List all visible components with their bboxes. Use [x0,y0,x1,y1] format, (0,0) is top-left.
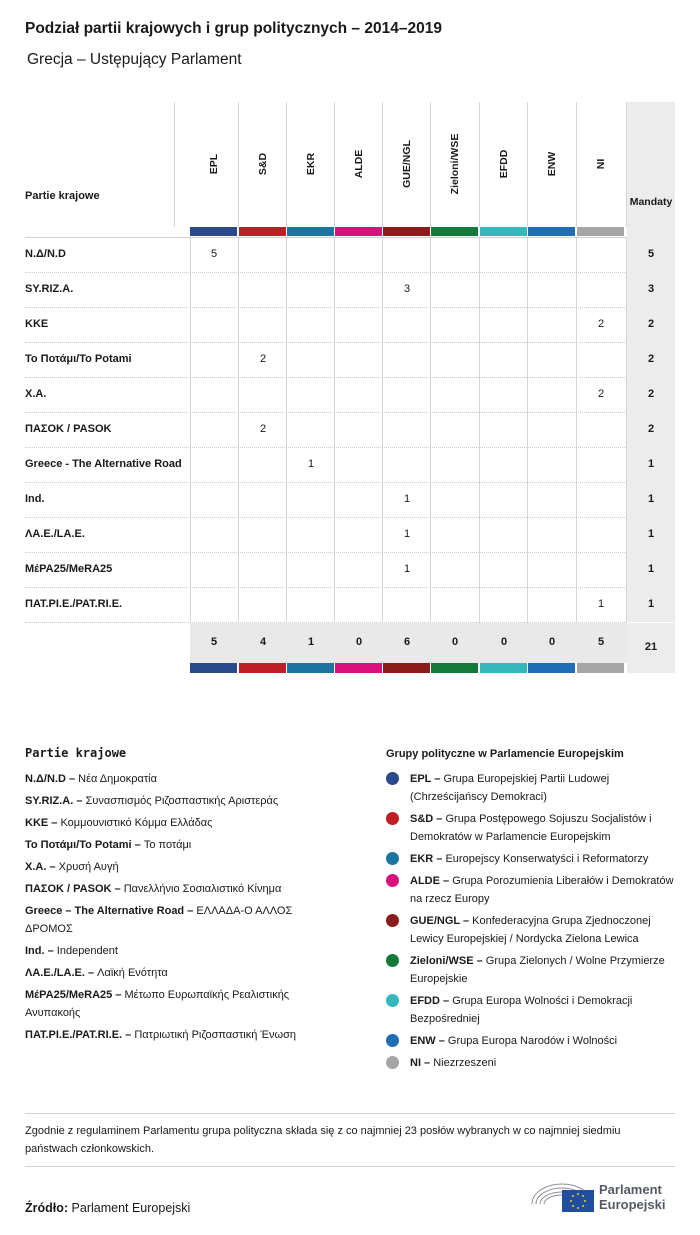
group-header-label: ALDE [353,149,365,179]
mandates-header-label: Mandaty [629,196,673,208]
source-text: Parlament Europejski [71,1201,191,1215]
column-total: 0 [548,636,556,648]
group-header-enw [528,102,576,227]
row-party-label: SY.RIZ.A. [25,283,74,295]
legend-group-abbr: GUE/NGL – [410,915,473,927]
legend-group-name: Grupa Europa Narodów i Wolności [447,1035,618,1047]
legend-party-abbr: ΠΑΣΟΚ / PASOK – [25,883,124,895]
legend-party-name: Νέα Δημοκρατία [78,773,157,785]
legend-party-abbr: ΠΑΤ.ΡΙ.Ε./PAT.RI.E. – [25,1029,135,1041]
legend-party-abbr: To Ποτάμι/To Potami – [25,839,144,851]
grid-line [190,237,191,623]
grid-line [527,237,528,623]
legend-party-abbr: KKE – [25,817,61,829]
legend-parties-title: Partie krajowe [25,746,127,760]
legend-group-abbr: NI – [410,1057,434,1069]
legend-group-item [386,872,686,908]
legend-group-item [386,992,686,1028]
legend-group-name: Europejscy Konserwatyści i Reformatorzy [445,853,649,865]
row-total: 1 [627,517,675,552]
group-color-bar [287,227,334,236]
row-separator [25,307,627,308]
logo-line1: Parlament [599,1182,662,1197]
legend-parties [25,770,335,1048]
group-color-bar [335,227,382,236]
mandates-column-header [627,102,675,237]
row-total: 2 [627,342,675,377]
column-total: 6 [403,636,411,648]
legend-party-name: Το ποτάμι [143,839,192,851]
row-party-label: KKE [25,318,49,330]
legend-group-name: Niezrzeszeni [433,1057,497,1069]
group-header-label: ENW [546,151,558,177]
group-header-efdd [480,102,528,227]
legend-party-name: Πανελλήνιο Σοσιαλιστικό Κίνημα [123,883,282,895]
table-cell: 1 [597,598,605,610]
legend-group-abbr: ALDE – [410,875,453,887]
group-header-ni [577,102,625,227]
row-separator [25,517,627,518]
group-color-bar [431,227,478,236]
row-separator [25,342,627,343]
row-total: 5 [627,237,675,272]
legend-group-name: Grupa Europa Wolności i Demokracji Bezpośredniej [410,995,633,1025]
row-separator [25,482,627,483]
legend-party-abbr: Ind. – [25,945,57,957]
group-header-label: EPL [208,153,220,175]
group-color-bar [431,663,478,673]
legend-party-name: Συνασπισμός Ριζοσπαστικής Αριστεράς [85,795,279,807]
table-cell: 3 [403,283,411,295]
group-color-bar [287,663,334,673]
legend-party-abbr: ΜέΡΑ25/MeRA25 – [25,989,125,1001]
group-header-s-d [239,102,287,227]
source-line [25,1201,190,1215]
legend-party-name: Μέτωπο Ευρωπαϊκής Ρεαλιστικής Ανυπακοής [25,989,290,1019]
table-cell: 1 [403,563,411,575]
legend-party-item [25,792,335,810]
group-header-label: EKR [305,152,317,176]
group-header-label: EFDD [498,149,510,179]
row-separator [25,412,627,413]
group-color-bar [480,227,527,236]
group-color-dot-icon [386,874,399,887]
group-color-bar [383,227,430,236]
row-party-label: Greece - The Alternative Road [25,458,182,470]
legend-party-abbr: N.Δ/N.D – [25,773,79,785]
row-total: 2 [627,307,675,342]
legend-party-item [25,964,335,982]
group-color-bar [239,663,286,673]
legend-party-abbr: SY.RIZ.A. – [25,795,86,807]
group-color-dot-icon [386,994,399,1007]
group-color-dot-icon [386,812,399,825]
table-cell: 2 [259,423,267,435]
legend-group-abbr: EPL – [410,773,444,785]
row-party-label: ΛΑ.Ε./LA.E. [25,528,85,540]
parties-column-header: Partie krajowe [25,190,100,202]
group-color-bar [528,227,575,236]
row-party-label: ΜέΡΑ25/MeRA25 [25,563,113,575]
group-header-label: S&D [257,152,269,176]
row-separator [25,447,627,448]
legend-party-item [25,770,335,788]
table-cell: 1 [403,528,411,540]
group-color-bar [190,663,237,673]
group-header-zieloni-wse [431,102,479,227]
grid-line [174,102,175,227]
legend-party-abbr: ΛΑ.Ε./LA.E. – [25,967,98,979]
footnote: Zgodnie z regulaminem Parlamentu grupa polityczna składa się z co najmniej 23 posłów wybranych w co najmniej siedmiu państwach członkowskich. [25,1125,621,1155]
group-header-alde [335,102,383,227]
column-total: 0 [451,636,459,648]
legend-group-item [386,770,686,806]
divider [25,1166,675,1167]
page-title: Podział partii krajowych i grup politycznych – 2014–2019 [25,20,442,37]
source-label: Źródło: [25,1201,69,1215]
legend-party-name: Χρυσή Αυγή [58,861,119,873]
group-header-label: Zieloni/WSE [449,133,461,195]
group-color-bar [528,663,575,673]
legend-group-item [386,810,686,846]
legend-party-name: Πατριωτική Ριζοσπαστική Ένωση [134,1029,297,1041]
group-color-bar [577,227,624,236]
legend-group-name: Grupa Postępowego Sojuszu Socjalistów i Demokratów w Parlamencie Europejskim [410,813,652,843]
grand-total: 21 [627,623,675,673]
divider [25,1113,675,1114]
column-total: 0 [355,636,363,648]
legend-party-item [25,986,335,1022]
row-total: 3 [627,272,675,307]
legend-groups-title: Grupy polityczne w Parlamencie Europejskim [386,748,624,760]
grid-line [576,237,577,623]
legend-party-item [25,942,335,960]
legend-group-name: Grupa Zielonych / Wolne Przymierze Europejskie [410,955,665,985]
legend-party-item [25,880,335,898]
legend-party-item [25,1026,335,1044]
row-party-label: Ind. [25,493,45,505]
legend-group-item [386,912,686,948]
legend-group-name: Konfederacyjna Grupa Zjednoczonej Lewicy Europejskiej / Nordycka Zielona Lewica [410,915,651,945]
hemicycle-icon [528,1176,596,1216]
table-cell: 2 [597,318,605,330]
group-color-bar [190,227,237,236]
group-color-bar [239,227,286,236]
legend-group-item [386,850,686,868]
table-cell: 2 [597,388,605,400]
group-color-dot-icon [386,852,399,865]
row-party-label: N.Δ/N.D [25,248,66,260]
row-total: 2 [627,377,675,412]
group-header-epl [190,102,238,227]
group-color-bar [383,663,430,673]
legend-party-name: Independent [56,945,118,957]
column-total: 5 [597,636,605,648]
column-total: 0 [500,636,508,648]
legend-group-abbr: ENW – [410,1035,448,1047]
row-party-label: ΠΑΣΟΚ / PASOK [25,423,112,435]
table-cell: 1 [403,493,411,505]
legend-party-abbr: Greece – The Alternative Road – [25,905,197,917]
row-separator [25,377,627,378]
page-subtitle: Grecja – Ustępujący Parlament [27,51,242,68]
row-total: 2 [627,412,675,447]
column-total: 5 [210,636,218,648]
grid-line [334,237,335,623]
header-rule [25,237,627,238]
group-header-gue-ngl [383,102,431,227]
legend-party-item [25,836,335,854]
group-color-dot-icon [386,772,399,785]
table-cell: 1 [307,458,315,470]
row-total: 1 [627,482,675,517]
row-total: 1 [627,587,675,622]
table-cell: 2 [259,353,267,365]
legend-party-name: ΕΛΛΑΔΑ-Ο ΑΛΛΟΣ ΔΡΟΜΟΣ [25,905,293,935]
legend-group-name: Grupa Porozumienia Liberałów i Demokratów na rzecz Europy [410,875,674,905]
legend-party-name: Κομμουνιστικό Κόμμα Ελλάδας [60,817,213,829]
group-header-ekr [287,102,335,227]
legend-party-item [25,858,335,876]
group-color-bar [577,663,624,673]
group-color-bar [335,663,382,673]
row-separator [25,272,627,273]
table-cell: 5 [210,248,218,260]
row-total: 1 [627,447,675,482]
column-total: 4 [259,636,267,648]
group-color-dot-icon [386,914,399,927]
legend-group-name: Grupa Europejskiej Partii Ludowej (Chrześcijańscy Demokraci) [410,773,610,803]
legend-group-abbr: Zieloni/WSE – [410,955,486,967]
legend-group-abbr: EFDD – [410,995,453,1007]
group-color-dot-icon [386,1056,399,1069]
column-total: 1 [307,636,315,648]
grid-line [479,237,480,623]
group-color-dot-icon [386,1034,399,1047]
row-party-label: Χ.Α. [25,388,47,400]
legend-group-item [386,1054,686,1072]
legend-party-item [25,902,335,938]
group-header-label: NI [595,158,607,170]
row-party-label: ΠΑΤ.ΡΙ.Ε./PAT.RI.E. [25,598,123,610]
legend-group-abbr: EKR – [410,853,446,865]
group-color-dot-icon [386,954,399,967]
group-header-label: GUE/NGL [401,140,413,188]
ep-logo [528,1176,678,1216]
logo-line2: Europejski [599,1197,666,1212]
legend-group-item [386,1032,686,1050]
legend-groups [386,770,686,1076]
row-total: 1 [627,552,675,587]
legend-party-item [25,814,335,832]
row-party-label: To Ποτάμι/To Potami [25,353,132,365]
legend-group-abbr: S&D – [410,813,446,825]
group-color-bar [480,663,527,673]
row-separator [25,552,627,553]
legend-group-item [386,952,686,988]
legend-party-name: Λαϊκή Ενότητα [97,967,168,979]
legend-party-abbr: Χ.Α. – [25,861,59,873]
row-separator [25,587,627,588]
